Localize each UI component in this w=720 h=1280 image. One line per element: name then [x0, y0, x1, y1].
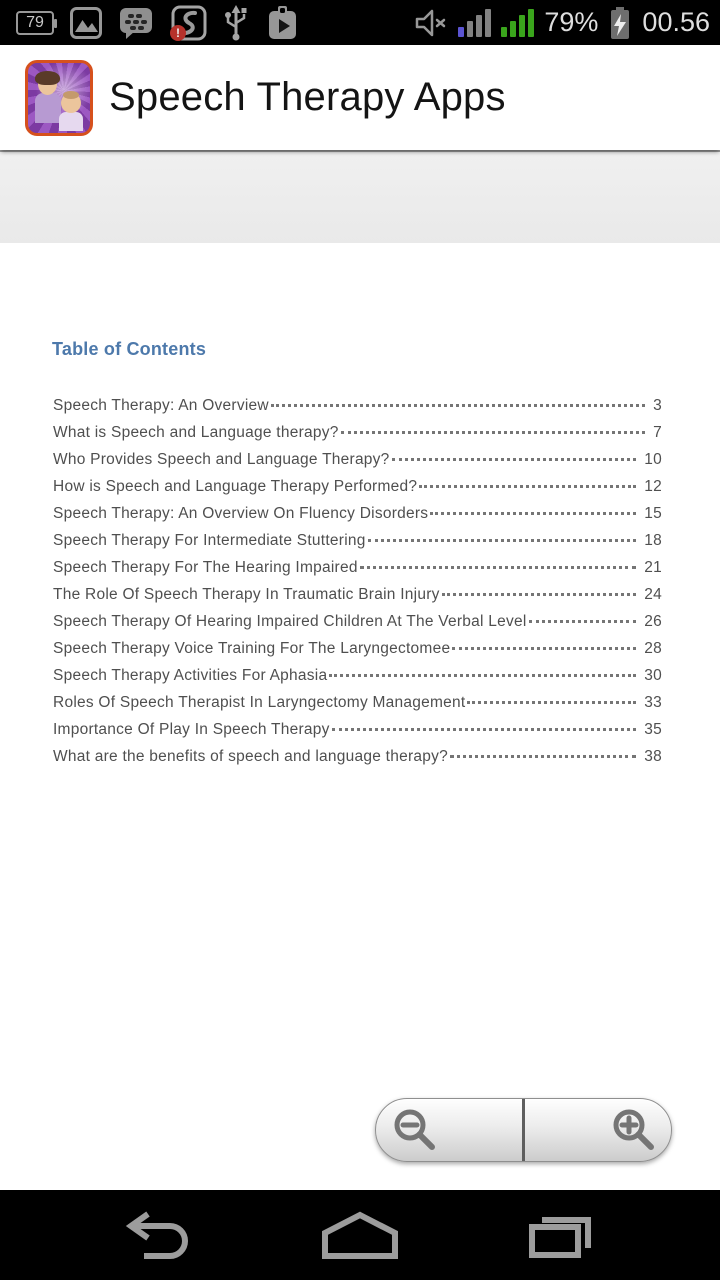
toc-entry-page: 15 [644, 505, 662, 522]
zoom-out-button[interactable] [376, 1099, 522, 1161]
clock-text: 00.56 [642, 7, 710, 37]
battery-percent-text: 79% [544, 7, 599, 37]
magnifier-minus-icon [390, 1106, 438, 1154]
toc-entry[interactable] [53, 613, 662, 640]
status-bar [0, 0, 720, 45]
toc-leader-dots [341, 431, 646, 434]
toc-entry-title: Speech Therapy: An Overview [53, 397, 269, 414]
network-bars-icon [501, 9, 534, 37]
toc-leader-dots [529, 620, 637, 623]
toc-entry-title: Speech Therapy Voice Training For The Laryngectomee [53, 640, 451, 657]
toc-leader-dots [419, 485, 636, 488]
toc-entry-page: 24 [644, 586, 662, 603]
magnifier-plus-icon [609, 1106, 657, 1154]
toc-entry-page: 7 [653, 424, 662, 441]
toc-entry-title: Speech Therapy: An Overview On Fluency Disorders [53, 505, 429, 522]
battery-charging-icon [608, 5, 632, 41]
battery-level-icon: 79 [16, 11, 54, 35]
toc-entry-page: 21 [644, 559, 662, 576]
toc-list [53, 397, 662, 775]
toc-leader-dots [329, 674, 636, 677]
toc-leader-dots [271, 404, 645, 407]
toc-leader-dots [430, 512, 636, 515]
signal-bars-icon [458, 9, 491, 37]
toc-entry[interactable] [53, 532, 662, 559]
toc-entry-page: 26 [644, 613, 662, 630]
toc-entry-page: 28 [644, 640, 662, 657]
app-launcher-icon [25, 60, 93, 136]
toc-entry[interactable] [53, 397, 662, 424]
zoom-widget [375, 1098, 672, 1162]
toc-leader-dots [392, 458, 637, 461]
toc-entry[interactable] [53, 478, 662, 505]
play-store-icon [265, 4, 299, 42]
usb-icon [222, 4, 250, 42]
back-button[interactable] [100, 1190, 220, 1280]
toc-entry-title: Speech Therapy For The Hearing Impaired [53, 559, 358, 576]
bbm-icon [118, 6, 154, 40]
app-header [0, 45, 720, 150]
nav-bar [0, 1190, 720, 1280]
toc-entry-page: 12 [644, 478, 662, 495]
pdf-page [0, 243, 720, 1190]
toc-entry-title: Roles Of Speech Therapist In Laryngectomy Management [53, 694, 466, 711]
zoom-in-button[interactable] [525, 1099, 671, 1161]
toc-leader-dots [368, 539, 637, 542]
app-warning-icon [169, 5, 207, 41]
toc-entry-page: 38 [644, 748, 662, 765]
toc-leader-dots [450, 755, 636, 758]
toc-entry-page: 10 [644, 451, 662, 468]
recents-icon [526, 1210, 594, 1260]
toc-leader-dots [452, 647, 636, 650]
toc-entry-page: 33 [644, 694, 662, 711]
toc-leader-dots [332, 728, 637, 731]
toc-entry-title: Speech Therapy Of Hearing Impaired Children At The Verbal Level [53, 613, 527, 630]
home-icon [321, 1211, 399, 1259]
svg-text:!: ! [176, 25, 180, 40]
toc-entry-page: 35 [644, 721, 662, 738]
toc-entry[interactable] [53, 505, 662, 532]
gallery-icon [69, 6, 103, 40]
mute-icon [414, 7, 448, 39]
toc-entry-title: What are the benefits of speech and language therapy? [53, 748, 448, 765]
toc-entry-title: The Role Of Speech Therapy In Traumatic Brain Injury [53, 586, 440, 603]
toc-entry-page: 3 [653, 397, 662, 414]
toc-entry-title: Speech Therapy Activities For Aphasia [53, 667, 328, 684]
viewer-background [0, 150, 720, 244]
toc-entry-title: Who Provides Speech and Language Therapy? [53, 451, 390, 468]
toc-entry-title: What is Speech and Language therapy? [53, 424, 339, 441]
toc-entry-title: How is Speech and Language Therapy Performed? [53, 478, 418, 495]
toc-leader-dots [467, 701, 636, 704]
toc-heading: Table of Contents [52, 339, 207, 359]
toc-leader-dots [442, 593, 637, 596]
pdf-viewer[interactable] [0, 150, 720, 1190]
app-icon-baby-figure [57, 93, 85, 131]
toc-entry[interactable] [53, 694, 662, 721]
app-title: Speech Therapy Apps [109, 75, 506, 119]
toc-entry-page: 30 [644, 667, 662, 684]
toc-entry[interactable] [53, 640, 662, 667]
toc-entry[interactable] [53, 451, 662, 478]
toc-entry[interactable] [53, 721, 662, 748]
toc-entry[interactable] [53, 748, 662, 775]
home-button[interactable] [300, 1190, 420, 1280]
toc-entry[interactable] [53, 586, 662, 613]
toc-entry[interactable] [53, 559, 662, 586]
toc-leader-dots [360, 566, 637, 569]
toc-entry-title: Speech Therapy For Intermediate Stuttering [53, 532, 366, 549]
toc-entry[interactable] [53, 424, 662, 451]
toc-entry[interactable] [53, 667, 662, 694]
back-icon [124, 1210, 196, 1260]
recents-button[interactable] [500, 1190, 620, 1280]
toc-entry-page: 18 [644, 532, 662, 549]
toc-entry-title: Importance Of Play In Speech Therapy [53, 721, 330, 738]
